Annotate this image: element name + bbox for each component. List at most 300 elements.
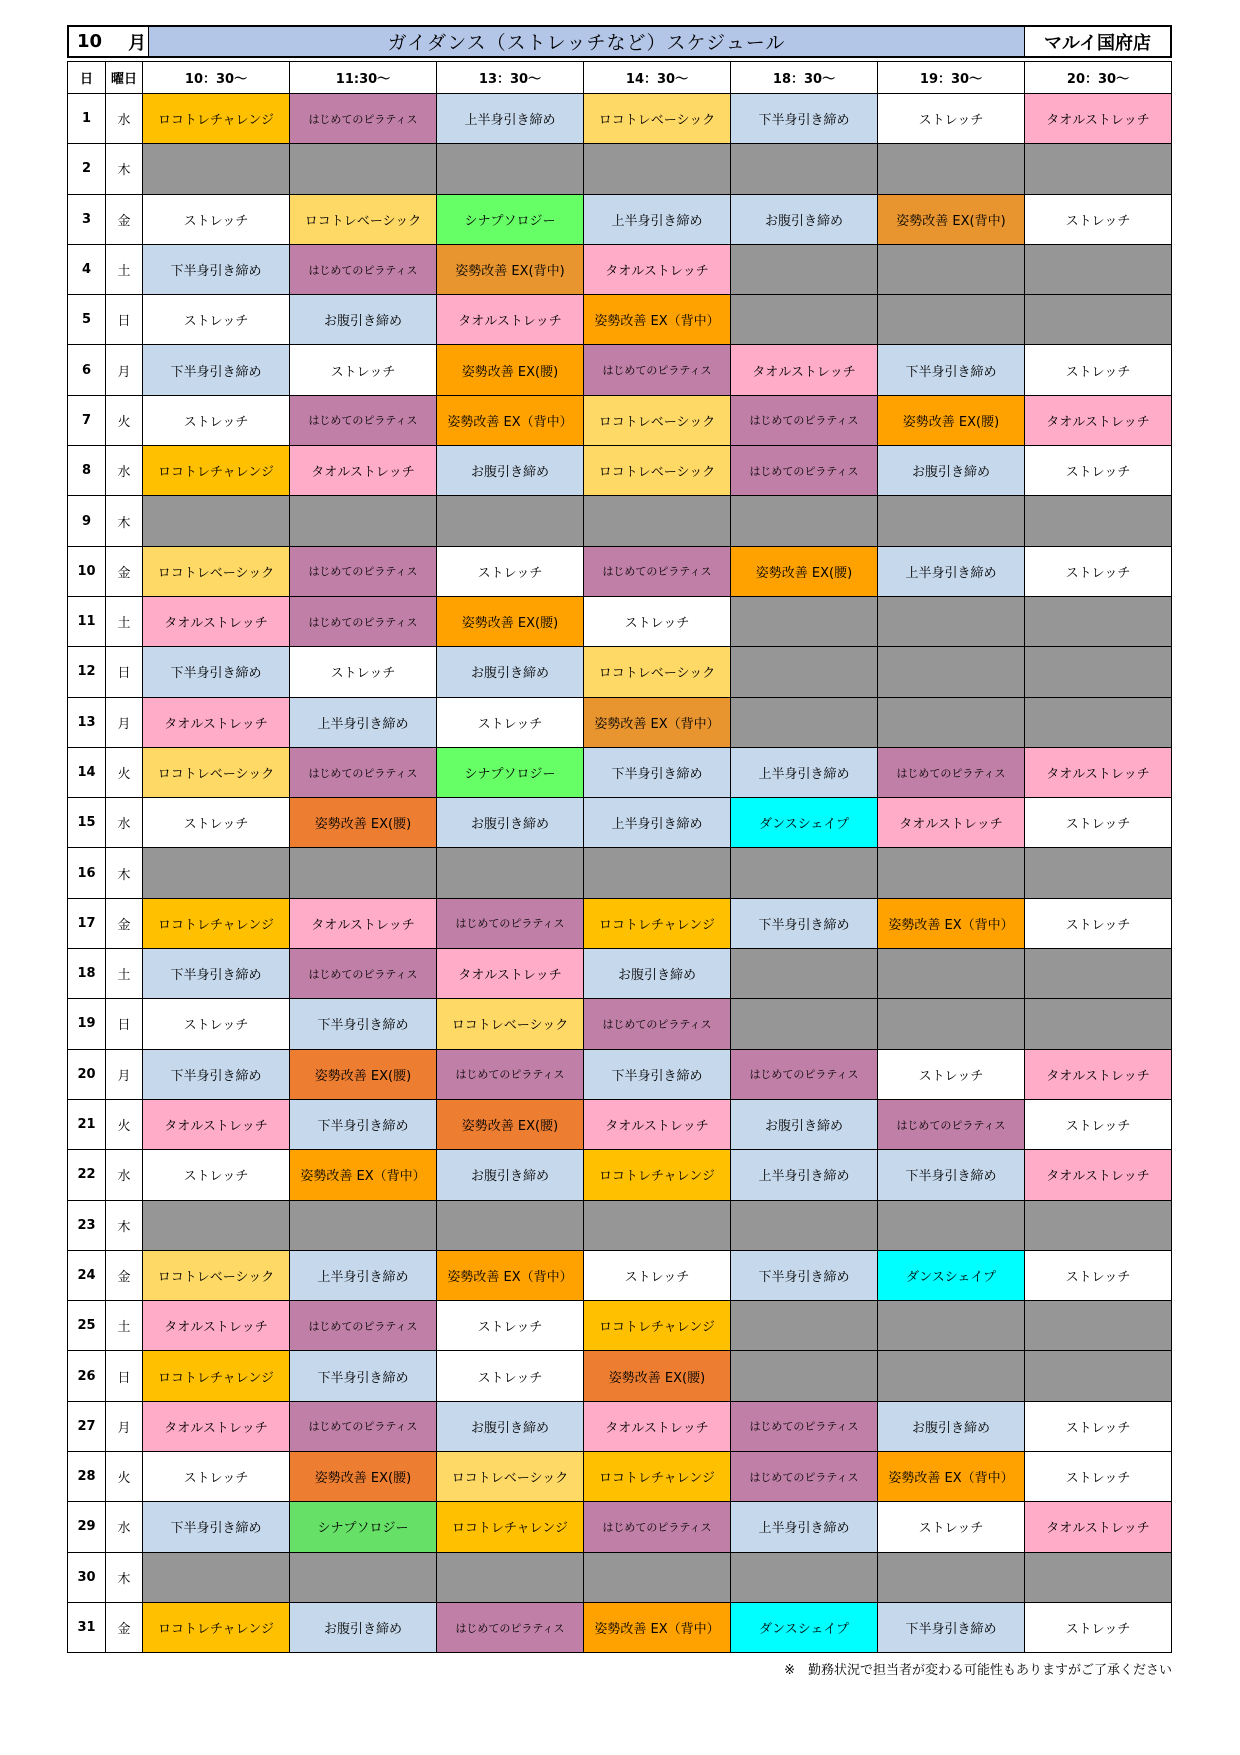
closed-cell [290,496,437,546]
table-row [68,194,1172,244]
closed-cell [584,1552,731,1602]
column-header-time: 13：30～ [437,62,584,94]
table-row [68,295,1172,345]
class-cell: 下半身引き締め [143,1502,290,1552]
day-number-cell: 16 [68,848,106,898]
class-cell: 姿勢改善 EX(腰) [290,1452,437,1502]
closed-cell [731,949,878,999]
class-cell: はじめてのピラティス [584,546,731,596]
day-number-cell: 9 [68,496,106,546]
table-row [68,144,1172,194]
class-cell: はじめてのピラティス [731,395,878,445]
closed-cell [731,697,878,747]
class-cell: 姿勢改善 EX(腰) [437,596,584,646]
class-cell: ロコトレベーシック [437,1452,584,1502]
closed-cell [878,496,1025,546]
class-cell: ストレッチ [290,647,437,697]
weekday-cell: 水 [106,798,143,848]
day-number-cell: 2 [68,144,106,194]
class-cell: ロコトレチャレンジ [143,94,290,144]
weekday-cell: 木 [106,144,143,194]
class-cell: 下半身引き締め [143,345,290,395]
class-cell: タオルストレッチ [1025,1502,1172,1552]
class-cell: はじめてのピラティス [731,446,878,496]
class-cell: お腹引き締め [437,1401,584,1451]
closed-cell [1025,999,1172,1049]
class-cell: お腹引き締め [584,949,731,999]
class-cell: ストレッチ [878,1502,1025,1552]
class-cell: タオルストレッチ [143,1301,290,1351]
class-cell: ストレッチ [1025,1602,1172,1652]
class-cell: 下半身引き締め [143,1049,290,1099]
class-cell: お腹引き締め [290,295,437,345]
month-label [69,27,149,56]
class-cell: はじめてのピラティス [731,1401,878,1451]
class-cell: 上半身引き締め [731,747,878,797]
weekday-cell: 火 [106,747,143,797]
closed-cell [437,144,584,194]
day-number-cell: 14 [68,747,106,797]
weekday-cell: 水 [106,446,143,496]
closed-cell [1025,244,1172,294]
class-cell: タオルストレッチ [1025,395,1172,445]
class-cell: はじめてのピラティス [878,1099,1025,1149]
schedule-sheet [67,25,1172,1679]
class-cell: 姿勢改善 EX（背中） [437,395,584,445]
closed-cell [1025,697,1172,747]
class-cell: 下半身引き締め [290,999,437,1049]
class-cell: 上半身引き締め [584,798,731,848]
class-cell: ロコトレベーシック [143,747,290,797]
closed-cell [878,949,1025,999]
closed-cell [437,496,584,546]
closed-cell [731,999,878,1049]
weekday-cell: 金 [106,1250,143,1300]
class-cell: 姿勢改善 EX(腰) [437,345,584,395]
weekday-cell: 木 [106,1200,143,1250]
closed-cell [731,1351,878,1401]
class-cell: ロコトレベーシック [437,999,584,1049]
closed-cell [290,144,437,194]
month-suffix: 月 [128,32,147,54]
column-header-time: 11:30～ [290,62,437,94]
table-row [68,546,1172,596]
class-cell: はじめてのピラティス [437,1049,584,1099]
closed-cell [731,244,878,294]
class-cell: ストレッチ [878,94,1025,144]
closed-cell [437,848,584,898]
column-header-time: 10：30～ [143,62,290,94]
class-cell: ストレッチ [584,596,731,646]
day-number-cell: 20 [68,1049,106,1099]
class-cell: 下半身引き締め [731,94,878,144]
class-cell: ロコトレチャレンジ [584,1452,731,1502]
class-cell: ロコトレベーシック [290,194,437,244]
class-cell: タオルストレッチ [143,697,290,747]
class-cell: はじめてのピラティス [584,999,731,1049]
class-cell: ロコトレベーシック [143,546,290,596]
class-cell: 下半身引き締め [878,1150,1025,1200]
class-cell: ストレッチ [1025,546,1172,596]
class-cell: タオルストレッチ [143,1099,290,1149]
class-cell: 下半身引き締め [731,1250,878,1300]
closed-cell [584,1200,731,1250]
class-cell: はじめてのピラティス [290,747,437,797]
class-cell: 姿勢改善 EX(腰) [437,1099,584,1149]
class-cell: 下半身引き締め [143,647,290,697]
closed-cell [1025,496,1172,546]
class-cell: お腹引き締め [437,1150,584,1200]
class-cell: ストレッチ [437,1351,584,1401]
class-cell: ロコトレチャレンジ [584,1301,731,1351]
class-cell: ストレッチ [437,697,584,747]
table-row [68,1150,1172,1200]
table-row [68,798,1172,848]
closed-cell [1025,647,1172,697]
class-cell: はじめてのピラティス [290,949,437,999]
class-cell: 上半身引き締め [290,1250,437,1300]
class-cell: シナプソロジー [437,747,584,797]
closed-cell [290,848,437,898]
class-cell: タオルストレッチ [437,295,584,345]
class-cell: タオルストレッチ [290,446,437,496]
class-cell: タオルストレッチ [143,596,290,646]
weekday-cell: 火 [106,1452,143,1502]
class-cell: はじめてのピラティス [290,94,437,144]
weekday-cell: 月 [106,1401,143,1451]
weekday-cell: 日 [106,1351,143,1401]
table-row [68,94,1172,144]
table-row [68,697,1172,747]
class-cell: ストレッチ [1025,1250,1172,1300]
day-number-cell: 29 [68,1502,106,1552]
column-header-time: 19：30～ [878,62,1025,94]
class-cell: 姿勢改善 EX（背中） [878,898,1025,948]
class-cell: はじめてのピラティス [878,747,1025,797]
weekday-cell: 木 [106,496,143,546]
weekday-cell: 金 [106,898,143,948]
weekday-cell: 水 [106,94,143,144]
closed-cell [437,1200,584,1250]
closed-cell [1025,1552,1172,1602]
closed-cell [731,144,878,194]
closed-cell [731,1301,878,1351]
closed-cell [731,647,878,697]
closed-cell [731,1200,878,1250]
class-cell: ストレッチ [1025,1401,1172,1451]
class-cell: ロコトレベーシック [584,647,731,697]
day-number-cell: 8 [68,446,106,496]
weekday-cell: 木 [106,1552,143,1602]
closed-cell [878,244,1025,294]
class-cell: タオルストレッチ [437,949,584,999]
closed-cell [143,1552,290,1602]
closed-cell [584,144,731,194]
class-cell: タオルストレッチ [878,798,1025,848]
closed-cell [878,999,1025,1049]
class-cell: ストレッチ [437,546,584,596]
class-cell: 姿勢改善 EX(腰) [290,798,437,848]
table-row [68,244,1172,294]
class-cell: ロコトレチャレンジ [143,446,290,496]
closed-cell [731,1552,878,1602]
closed-cell [878,647,1025,697]
table-row [68,949,1172,999]
column-header-day: 日 [68,62,106,94]
weekday-cell: 水 [106,1502,143,1552]
class-cell: 姿勢改善 EX(背中) [878,194,1025,244]
class-cell: はじめてのピラティス [584,1502,731,1552]
class-cell: タオルストレッチ [584,1401,731,1451]
class-cell: ダンスシェイプ [878,1250,1025,1300]
day-number-cell: 30 [68,1552,106,1602]
header-bar [67,25,1172,58]
weekday-cell: 月 [106,697,143,747]
class-cell: ストレッチ [143,194,290,244]
closed-cell [731,848,878,898]
day-number-cell: 15 [68,798,106,848]
class-cell: タオルストレッチ [1025,1049,1172,1099]
class-cell: 上半身引き締め [731,1150,878,1200]
closed-cell [878,596,1025,646]
column-header-time: 20：30～ [1025,62,1172,94]
class-cell: ストレッチ [1025,345,1172,395]
weekday-cell: 木 [106,848,143,898]
day-number-cell: 22 [68,1150,106,1200]
class-cell: 姿勢改善 EX（背中） [584,295,731,345]
store-name: マルイ国府店 [1043,32,1152,54]
weekday-cell: 日 [106,647,143,697]
day-number-cell: 13 [68,697,106,747]
closed-cell [878,1200,1025,1250]
closed-cell [1025,848,1172,898]
closed-cell [1025,295,1172,345]
class-cell: 姿勢改善 EX（背中） [878,1452,1025,1502]
column-header-row [68,62,1172,94]
class-cell: ストレッチ [1025,446,1172,496]
closed-cell [878,1351,1025,1401]
closed-cell [1025,596,1172,646]
class-cell: シナプソロジー [290,1502,437,1552]
table-row [68,1049,1172,1099]
class-cell: お腹引き締め [290,1602,437,1652]
class-cell: ロコトレチャレンジ [143,1602,290,1652]
class-cell: お腹引き締め [731,194,878,244]
closed-cell [290,1552,437,1602]
day-number-cell: 27 [68,1401,106,1451]
table-row [68,1401,1172,1451]
table-row [68,345,1172,395]
class-cell: はじめてのピラティス [437,898,584,948]
weekday-cell: 水 [106,1150,143,1200]
class-cell: お腹引き締め [878,446,1025,496]
class-cell: タオルストレッチ [143,1401,290,1451]
closed-cell [878,1552,1025,1602]
table-row [68,1099,1172,1149]
class-cell: お腹引き締め [731,1099,878,1149]
closed-cell [143,848,290,898]
class-cell: 下半身引き締め [731,898,878,948]
column-header-weekday: 曜日 [106,62,143,94]
day-number-cell: 31 [68,1602,106,1652]
day-number-cell: 11 [68,596,106,646]
class-cell: 姿勢改善 EX（背中） [584,1602,731,1652]
column-header-time: 18：30～ [731,62,878,94]
class-cell: ストレッチ [1025,1452,1172,1502]
class-cell: 上半身引き締め [878,546,1025,596]
footer-note: ※ 勤務状況で担当者が変わる可能性もありますがご了承ください [784,1663,1172,1679]
weekday-cell: 月 [106,1049,143,1099]
closed-cell [1025,1301,1172,1351]
class-cell: 姿勢改善 EX(腰) [584,1351,731,1401]
class-cell: はじめてのピラティス [290,244,437,294]
class-cell: はじめてのピラティス [290,1301,437,1351]
class-cell: ロコトレチャレンジ [584,898,731,948]
class-cell: はじめてのピラティス [290,395,437,445]
class-cell: ロコトレチャレンジ [584,1150,731,1200]
weekday-cell: 土 [106,244,143,294]
class-cell: タオルストレッチ [584,244,731,294]
weekday-cell: 土 [106,596,143,646]
weekday-cell: 日 [106,295,143,345]
class-cell: はじめてのピラティス [290,546,437,596]
closed-cell [878,1301,1025,1351]
class-cell: ストレッチ [143,798,290,848]
class-cell: タオルストレッチ [290,898,437,948]
class-cell: ストレッチ [584,1250,731,1300]
weekday-cell: 金 [106,194,143,244]
closed-cell [878,697,1025,747]
closed-cell [878,848,1025,898]
weekday-cell: 火 [106,395,143,445]
class-cell: 上半身引き締め [290,697,437,747]
class-cell: ストレッチ [1025,1099,1172,1149]
weekday-cell: 金 [106,1602,143,1652]
class-cell: お腹引き締め [437,647,584,697]
table-row [68,1502,1172,1552]
closed-cell [1025,1200,1172,1250]
closed-cell [143,496,290,546]
class-cell: 下半身引き締め [143,244,290,294]
class-cell: 姿勢改善 EX（背中） [290,1150,437,1200]
class-cell: ストレッチ [143,1452,290,1502]
closed-cell [290,1200,437,1250]
table-row [68,747,1172,797]
class-cell: ロコトレチャレンジ [143,1351,290,1401]
closed-cell [584,496,731,546]
day-number-cell: 6 [68,345,106,395]
month-number: 10 [77,31,103,52]
day-number-cell: 1 [68,94,106,144]
class-cell: 下半身引き締め [290,1351,437,1401]
weekday-cell: 金 [106,546,143,596]
weekday-cell: 土 [106,1301,143,1351]
class-cell: ロコトレベーシック [584,94,731,144]
class-cell: ロコトレベーシック [143,1250,290,1300]
weekday-cell: 土 [106,949,143,999]
table-row [68,596,1172,646]
class-cell: ストレッチ [143,295,290,345]
table-row [68,1301,1172,1351]
class-cell: 上半身引き締め [584,194,731,244]
day-number-cell: 17 [68,898,106,948]
day-number-cell: 10 [68,546,106,596]
class-cell: ストレッチ [1025,798,1172,848]
class-cell: タオルストレッチ [1025,1150,1172,1200]
schedule-body [68,94,1172,1653]
schedule-table [67,61,1172,1653]
day-number-cell: 28 [68,1452,106,1502]
class-cell: ロコトレチャレンジ [437,1502,584,1552]
class-cell: タオルストレッチ [1025,94,1172,144]
closed-cell [878,295,1025,345]
day-number-cell: 4 [68,244,106,294]
weekday-cell: 月 [106,345,143,395]
table-row [68,1200,1172,1250]
table-row [68,647,1172,697]
closed-cell [584,848,731,898]
class-cell: はじめてのピラティス [731,1049,878,1099]
class-cell: 上半身引き締め [731,1502,878,1552]
day-number-cell: 5 [68,295,106,345]
class-cell: シナプソロジー [437,194,584,244]
column-header-time: 14：30～ [584,62,731,94]
closed-cell [1025,144,1172,194]
table-row [68,1250,1172,1300]
class-cell: ストレッチ [1025,194,1172,244]
closed-cell [731,596,878,646]
table-row [68,1351,1172,1401]
table-row [68,848,1172,898]
class-cell: 姿勢改善 EX（背中） [437,1250,584,1300]
class-cell: 姿勢改善 EX（背中） [584,697,731,747]
class-cell: タオルストレッチ [1025,747,1172,797]
day-number-cell: 21 [68,1099,106,1149]
day-number-cell: 25 [68,1301,106,1351]
day-number-cell: 7 [68,395,106,445]
class-cell: ロコトレチャレンジ [143,898,290,948]
day-number-cell: 3 [68,194,106,244]
class-cell: 姿勢改善 EX(腰) [878,395,1025,445]
class-cell: ストレッチ [290,345,437,395]
table-row [68,898,1172,948]
table-row [68,1552,1172,1602]
closed-cell [1025,1351,1172,1401]
class-cell: 下半身引き締め [584,747,731,797]
day-number-cell: 24 [68,1250,106,1300]
closed-cell [731,295,878,345]
class-cell: ロコトレベーシック [584,395,731,445]
closed-cell [143,1200,290,1250]
table-row [68,395,1172,445]
class-cell: ストレッチ [143,999,290,1049]
class-cell: お腹引き締め [437,446,584,496]
class-cell: 上半身引き締め [437,94,584,144]
closed-cell [437,1552,584,1602]
class-cell: はじめてのピラティス [437,1602,584,1652]
closed-cell [878,144,1025,194]
class-cell: ストレッチ [143,1150,290,1200]
class-cell: タオルストレッチ [731,345,878,395]
class-cell: ストレッチ [1025,898,1172,948]
class-cell: ストレッチ [437,1301,584,1351]
table-row [68,999,1172,1049]
day-number-cell: 19 [68,999,106,1049]
closed-cell [1025,949,1172,999]
class-cell: お腹引き締め [878,1401,1025,1451]
class-cell: はじめてのピラティス [290,1401,437,1451]
closed-cell [731,496,878,546]
